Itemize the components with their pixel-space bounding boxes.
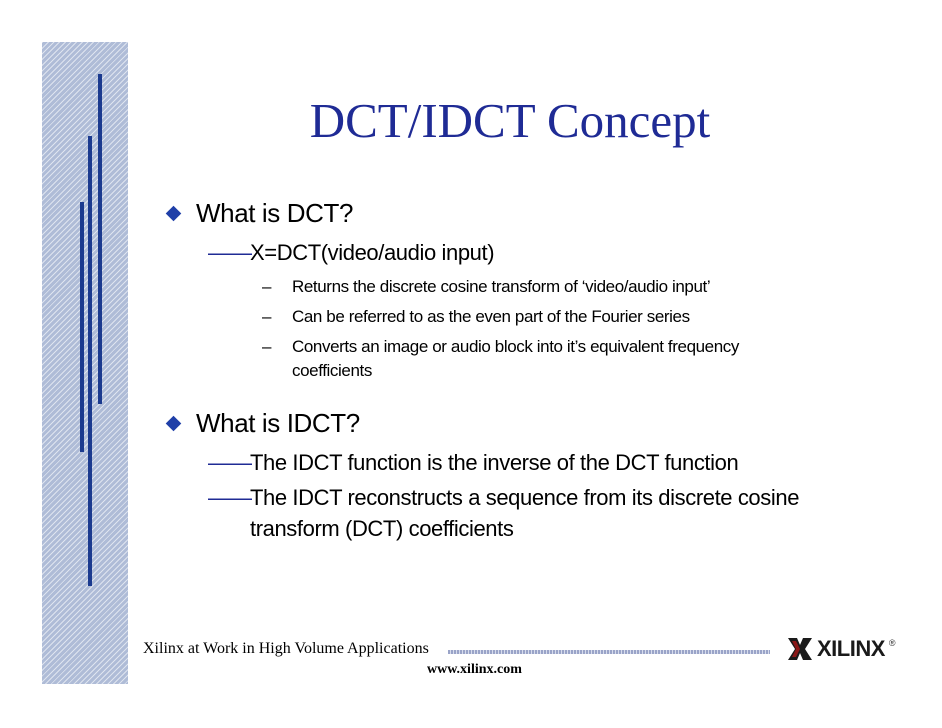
diamond-bullet-icon bbox=[166, 416, 182, 432]
decorative-bar bbox=[80, 202, 84, 452]
slide-title: DCT/IDCT Concept bbox=[309, 93, 711, 148]
list-item: The IDCT function is the inverse of the DCT function bbox=[250, 450, 739, 475]
dash-bullet-icon: – bbox=[262, 277, 272, 296]
section-heading: What is DCT? bbox=[196, 198, 354, 228]
dash-bullet-icon: —— bbox=[208, 240, 252, 265]
sub-list-item: Converts an image or audio block into it’s equivalent frequency bbox=[292, 337, 739, 356]
registered-mark: ® bbox=[888, 638, 896, 648]
dash-bullet-icon: —— bbox=[208, 485, 252, 510]
list-item-continuation: transform (DCT) coefficients bbox=[250, 516, 514, 541]
dash-bullet-icon: – bbox=[262, 337, 272, 356]
diamond-bullet-icon bbox=[166, 206, 182, 222]
decorative-bar bbox=[88, 136, 92, 586]
footer-divider bbox=[448, 650, 770, 654]
sub-list-item: Returns the discrete cosine transform of ‘video/audio input’ bbox=[292, 277, 711, 296]
footer-text: Xilinx at Work in High Volume Applications bbox=[143, 640, 429, 657]
dash-bullet-icon: – bbox=[262, 307, 272, 326]
decorative-side-band bbox=[42, 42, 128, 684]
dash-bullet-icon: —— bbox=[208, 450, 252, 475]
logo-wordmark: XILINX bbox=[817, 636, 885, 661]
decorative-bar bbox=[98, 74, 102, 404]
list-item: The IDCT reconstructs a sequence from its discrete cosine bbox=[250, 485, 800, 510]
footer-url: www.xilinx.com bbox=[427, 662, 522, 677]
sub-list-item: Can be referred to as the even part of the Fourier series bbox=[292, 307, 690, 326]
sub-list-item-continuation: coefficients bbox=[292, 361, 372, 380]
section-heading: What is IDCT? bbox=[196, 408, 360, 438]
xilinx-logo bbox=[786, 634, 896, 664]
xilinx-logo-mark-icon bbox=[786, 635, 814, 663]
list-item: X=DCT(video/audio input) bbox=[250, 240, 495, 265]
